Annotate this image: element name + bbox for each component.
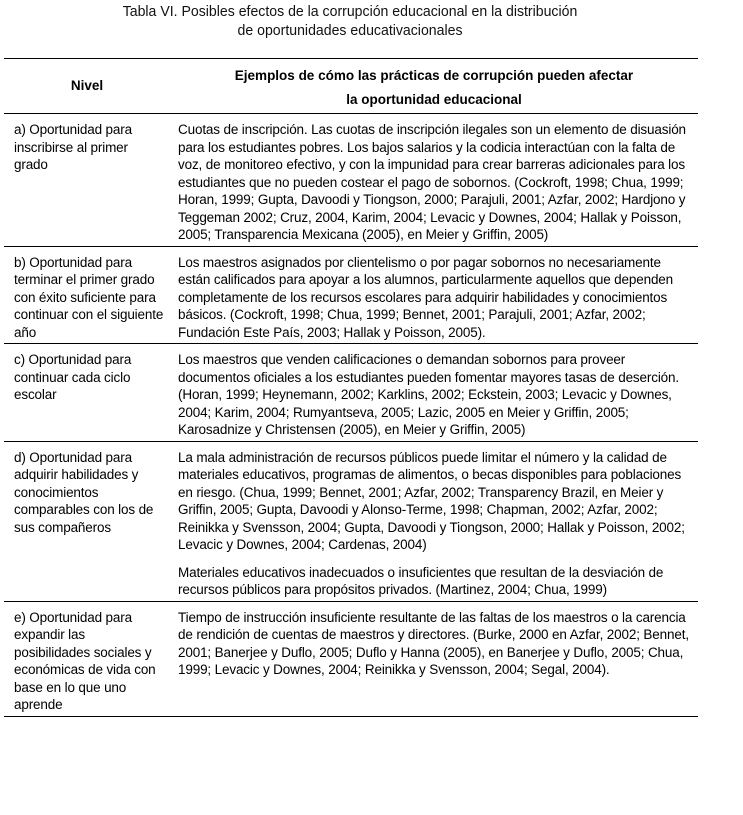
examples-cell — [170, 601, 698, 716]
example-paragraph: Cuotas de inscripción. Las cuotas de inscripción ilegales son un elemento de disuasión para los estudiantes pobres. Los bajos salarios y la codicia interactúan con la falta de voz, de monitoreo efectivo, y con la impunidad para crear barreras adicionales para los estudiantes que no pueden costear el pago de sobornos. (Cockroft, 1998; Chua, 1999; Horan, 1999; Gupta, Davoodi y Tiongson, 2000; Parajuli, 2001; Azfar, 2002; Hardjono y Teggeman 2002; Cruz, 2004, Karim, 2004; Levacic y Downes, 2004; Hallak y Poisson, 2005; Transparencia Mexicana (2005), en Meier y Griffin, 2005) — [178, 122, 686, 242]
header-level: Nivel — [4, 59, 170, 114]
table-caption — [21, 2, 679, 40]
example-paragraph: La mala administración de recursos públicos puede limitar el número y la calidad de materiales educativos, programas de alimentos, o becas disponibles para poblaciones en riesgo. (Chua, 1999; Bennet, 2001; Azfar, 2002; Transparency Brazil, en Meier y Griffin, 2005; Gupta, Davoodi y Alonso-Terme, 1998; Chapman, 2002; Azfar, 2002; Reinikka y Svensson, 2004; Gupta, Davoodi y Tiongson, 2000; Hallak y Poisson, 2002; Levacic y Downes, 2004; Cardenas, 2004) — [178, 449, 685, 552]
example-paragraph: Tiempo de instrucción insuficiente resultante de las faltas de los maestros o la carencia de rendición de cuentas de maestros y directores. (Burke, 2000 en Azfar, 2002; Bennet, 2001; Banerjee y Duflo, 2005; Duflo y Hanna (2005), en Banerjee y Duflo, 2005; Chua, 1999; Levacic y Downes, 2004; Reinikka y Svensson, 2004; Segal, 2004). — [178, 609, 689, 677]
table-row — [4, 246, 698, 344]
example-paragraph: Los maestros asignados por clientelismo o por pagar sobornos no necesariamente están calificados para apoyar a los alumnos, particularmente aquellos que dependen completamente de los recursos escolares para adquirir habilidades y conocimientos básicos. (Cockroft, 1998; Chua, 1999; Bennet, 2001; Parajuli, 2001; Azfar, 2002; Fundación Este País, 2003; Hallak y Poisson, 2005). — [178, 254, 674, 340]
caption-line-2: de oportunidades educativacionales — [237, 22, 463, 39]
table-row — [4, 114, 698, 247]
header-examples-line-1: Ejemplos de cómo las prácticas de corrupción pueden afectar — [234, 68, 634, 83]
header-row — [4, 59, 698, 114]
level-cell: e) Oportunidad para expandir las posibilidades sociales y económicas de vida con base en lo que uno aprende — [4, 601, 170, 716]
examples-cell — [170, 246, 698, 344]
table-row — [4, 601, 698, 716]
level-cell: a) Oportunidad para inscribirse al primer grado — [4, 114, 170, 247]
table-row — [4, 344, 698, 442]
level-cell: b) Oportunidad para terminar el primer grado con éxito suficiente para continuar con el siguiente año — [4, 246, 170, 344]
caption-line-1: Tabla VI. Posibles efectos de la corrupción educacional en la distribución — [122, 3, 578, 20]
examples-cell — [170, 441, 698, 601]
corruption-effects-table — [4, 58, 698, 717]
level-cell: c) Oportunidad para continuar cada ciclo escolar — [4, 344, 170, 442]
table-row — [4, 441, 698, 601]
header-examples — [170, 59, 698, 114]
example-paragraph: Materiales educativos inadecuados o insuficientes que resultan de la desviación de recursos públicos para propósitos privados. (Martinez, 2004; Chua, 1999) — [178, 564, 664, 597]
level-cell: d) Oportunidad para adquirir habilidades y conocimientos comparables con los de sus compañeros — [4, 441, 170, 601]
examples-cell — [170, 344, 698, 442]
examples-cell — [170, 114, 698, 247]
example-paragraph: Los maestros que venden calificaciones o demandan sobornos para proveer documentos oficiales a los estudiantes pueden fomentar mayores tasas de deserción. (Horan, 1999; Heynemann, 2002; Karklins, 2002; Eckstein, 2003; Levacic y Downes, 2004; Karim, 2004; Rumyantseva, 2005; Lazic, 2005 en Meier y Griffin, 2005; Karosadnize y Christensen (2005), en Meier y Griffin, 2005) — [178, 352, 679, 437]
header-examples-line-2: la oportunidad educacional — [346, 92, 522, 107]
